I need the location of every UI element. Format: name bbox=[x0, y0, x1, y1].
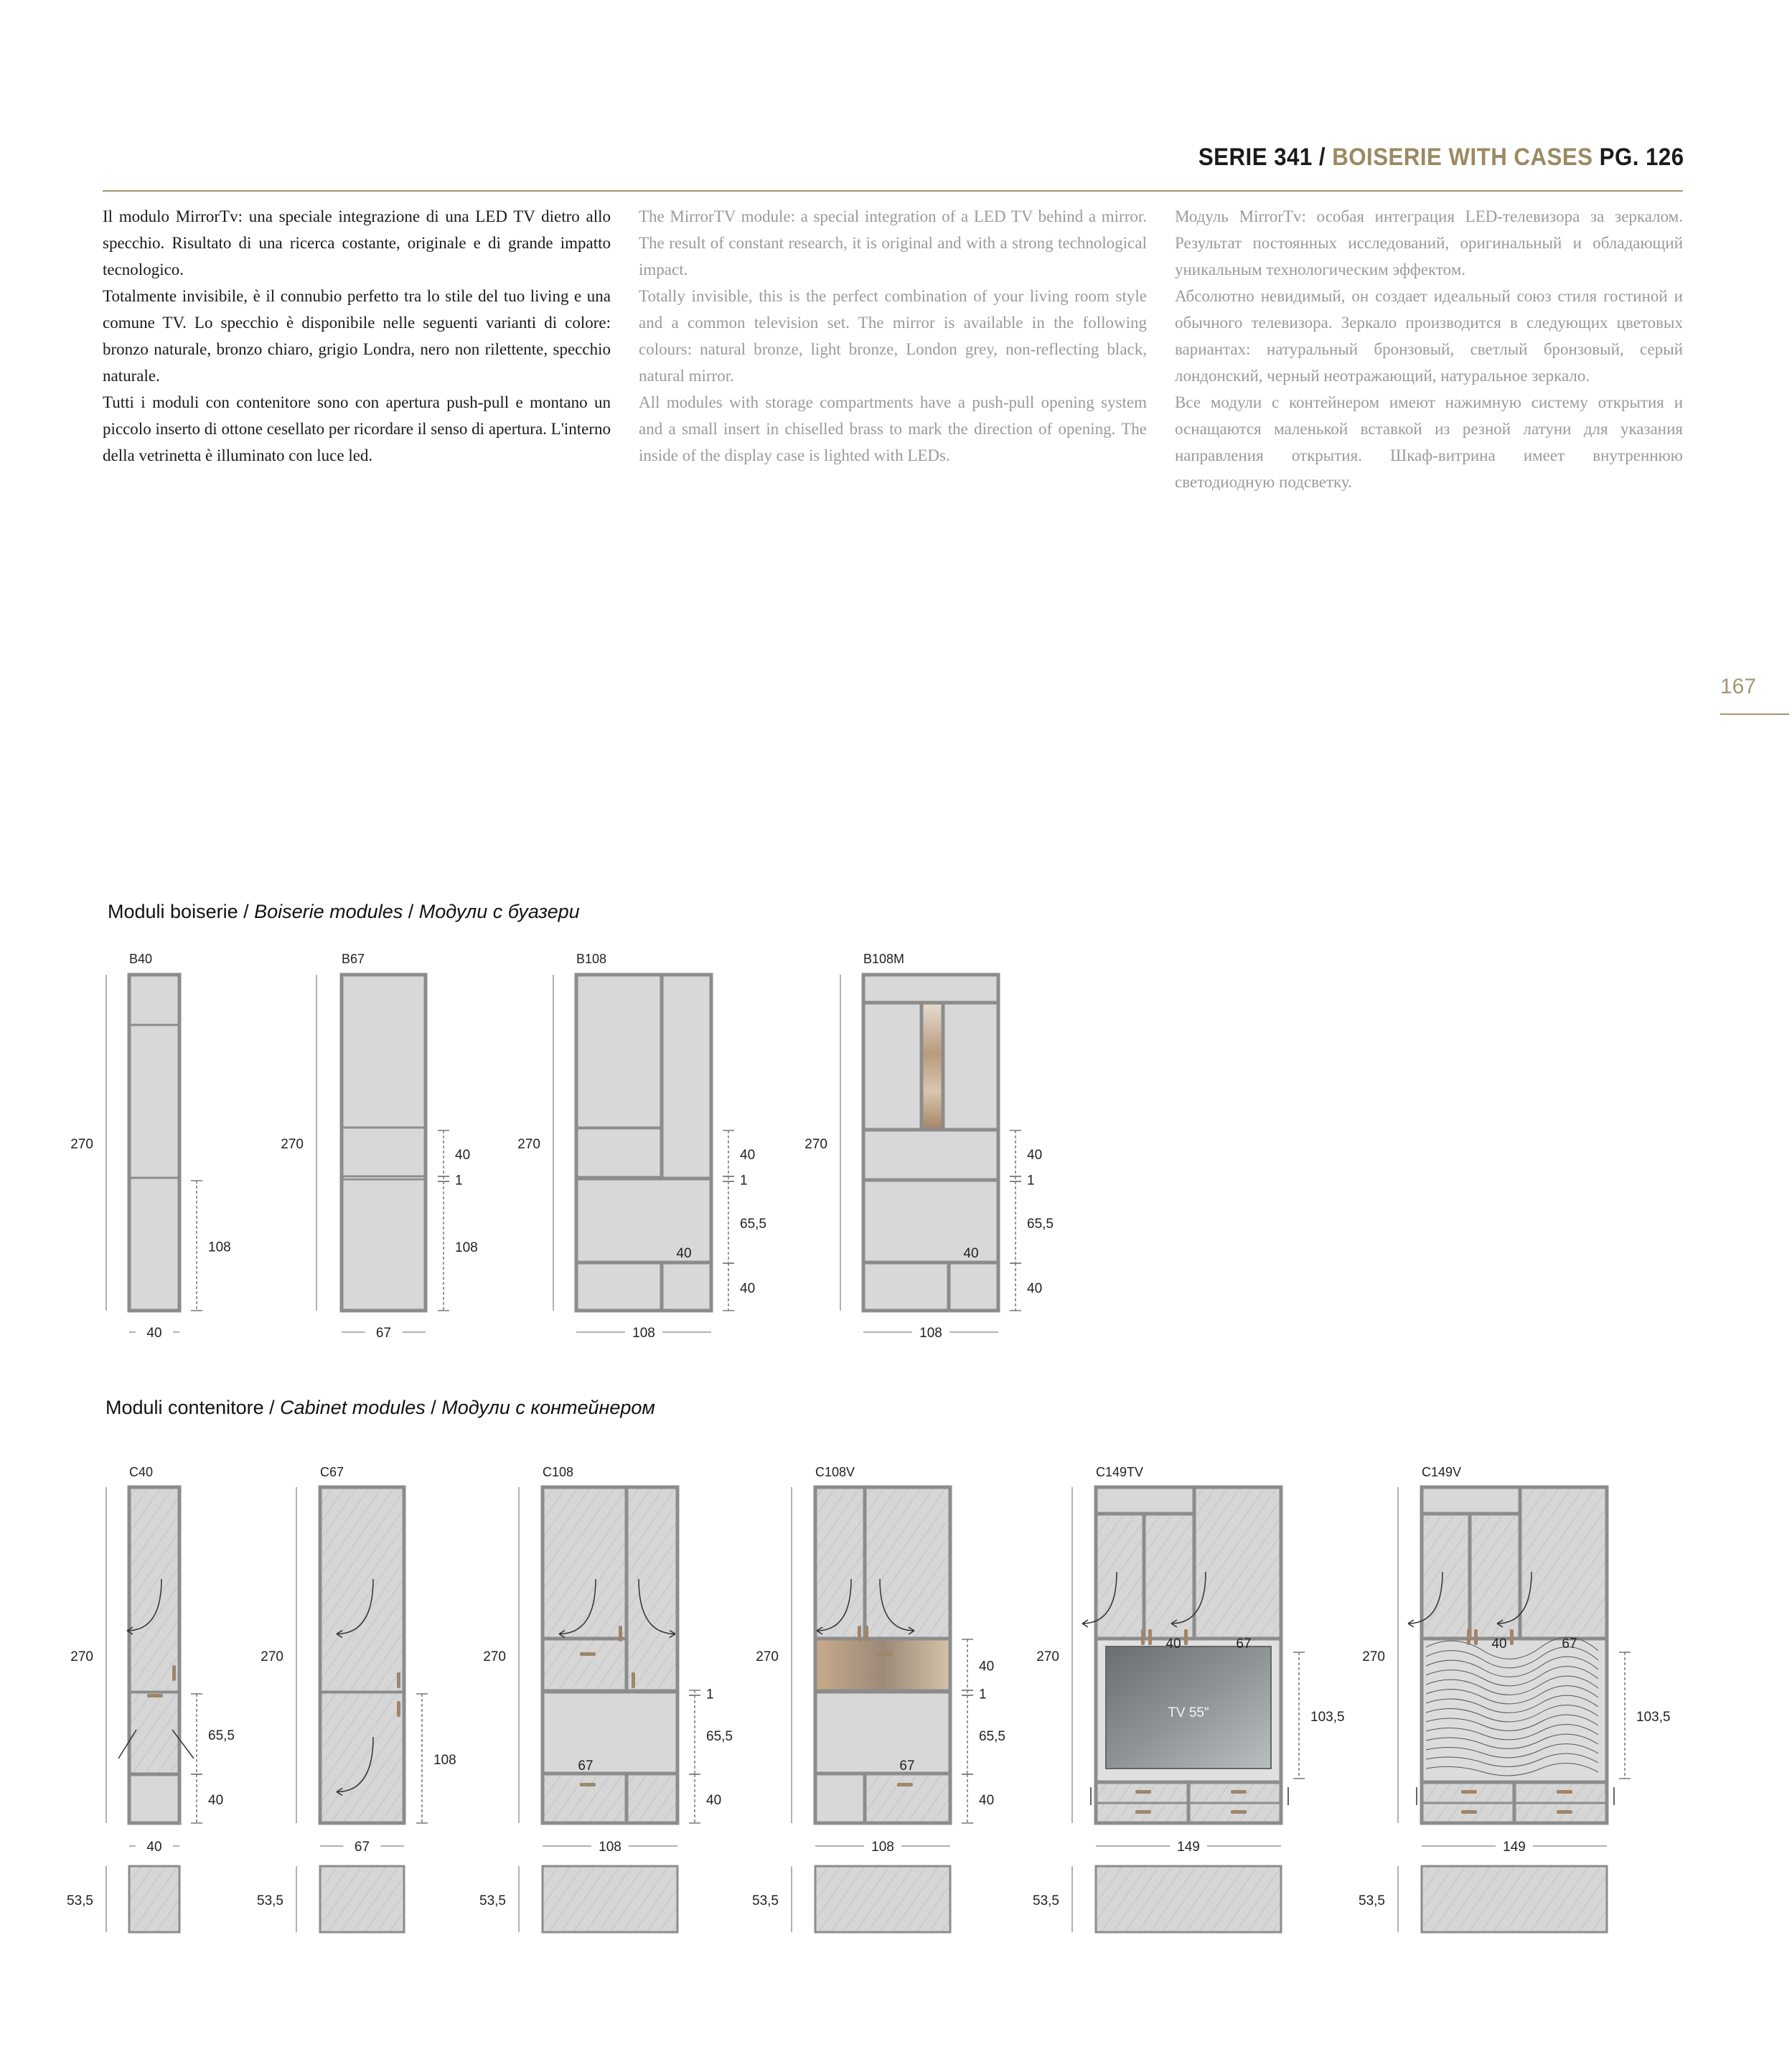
height-label: 270 bbox=[517, 1137, 540, 1152]
dimension-label: 40 bbox=[208, 1793, 224, 1808]
section-title-boiserie: Moduli boiserie / Boiserie modules / Модули с буазери bbox=[108, 901, 580, 922]
hatched-panel bbox=[1195, 1487, 1281, 1638]
paragraph: Totally invisible, this is the perfect combination of your living room style and a common television set. The mirror is available in the following colours: natural bronze, light bronze, London grey, non-reflecting black, natural mirror. bbox=[639, 287, 1147, 385]
dimension-label: 65,5 bbox=[740, 1217, 766, 1232]
brass-handle bbox=[1461, 1790, 1477, 1794]
dimension-label: 40 bbox=[706, 1793, 722, 1808]
height-label: 270 bbox=[70, 1137, 93, 1152]
dimension-label: 65,5 bbox=[706, 1729, 733, 1744]
hatched-panel bbox=[1470, 1514, 1519, 1638]
brass-handle bbox=[1474, 1629, 1478, 1645]
panel bbox=[129, 975, 179, 1025]
dimension-label: 108 bbox=[208, 1240, 231, 1255]
hatched-panel bbox=[627, 1487, 677, 1690]
paragraph: Totalmente invisibile, è il connubio perfetto tra lo stile del tuo living e una comune TV. Lo specchio è disponibile nelle seguenti varianti di colore: bronzo naturale, bronzo chiaro, grigio Londra, nero non rilettente, specchio naturale. bbox=[103, 287, 611, 385]
height-label: 270 bbox=[1036, 1649, 1059, 1664]
inner-dimension-label: 40 bbox=[1165, 1636, 1181, 1652]
bronze-mirror-panel bbox=[815, 1639, 950, 1690]
module-code: C149TV bbox=[1096, 1465, 1144, 1479]
dimension-label: 65,5 bbox=[208, 1728, 235, 1743]
height-label: 53,5 bbox=[1359, 1893, 1385, 1908]
panel bbox=[576, 1263, 661, 1311]
brass-handle bbox=[147, 1694, 163, 1697]
brass-handle bbox=[1461, 1810, 1477, 1814]
brass-handle bbox=[397, 1701, 400, 1717]
paragraph: All modules with storage compartments have a push-pull opening system and a small insert in chiselled brass to mark the direction of opening. The inside of the display case is lighted with LEDs. bbox=[639, 393, 1147, 464]
onyx-panel bbox=[922, 1003, 942, 1129]
dimension-label: 40 bbox=[1027, 1281, 1043, 1296]
header-page-ref: PG. 126 bbox=[1600, 144, 1684, 171]
panel bbox=[662, 975, 711, 1178]
dimension-label: 108 bbox=[433, 1753, 456, 1768]
panel bbox=[944, 1003, 998, 1129]
brass-handle bbox=[1184, 1629, 1188, 1645]
brass-handle bbox=[1135, 1790, 1151, 1794]
module-code: C108V bbox=[815, 1465, 855, 1479]
panel bbox=[815, 1692, 950, 1773]
inner-dimension-label: 67 bbox=[899, 1758, 915, 1774]
hatched-panel bbox=[129, 1487, 179, 1692]
width-label: 108 bbox=[599, 1840, 621, 1855]
brass-handle bbox=[865, 1626, 868, 1641]
dimension-label: 40 bbox=[740, 1281, 756, 1296]
panel bbox=[129, 1025, 179, 1178]
paragraph: Tutti i moduli con contenitore sono con apertura push-pull e montano un piccolo inserto di ottone cesellato per ricordare il senso di apertura. L'interno della vetrinetta è illuminato con luce led. bbox=[103, 393, 611, 464]
height-label: 53,5 bbox=[67, 1893, 93, 1908]
hatched-panel bbox=[1145, 1514, 1193, 1638]
height-label: 270 bbox=[483, 1649, 506, 1664]
module-code: C40 bbox=[129, 1465, 154, 1479]
inner-dimension-label: 67 bbox=[578, 1758, 594, 1774]
brass-handle bbox=[858, 1626, 861, 1641]
dimension-label: 40 bbox=[979, 1659, 995, 1674]
dimension-label: 1 bbox=[706, 1687, 714, 1702]
panel bbox=[863, 1263, 948, 1311]
dimension-label: 40 bbox=[455, 1148, 471, 1163]
inner-dimension-label: 67 bbox=[1236, 1636, 1252, 1652]
height-label: 270 bbox=[756, 1649, 779, 1664]
panel bbox=[1096, 1487, 1193, 1513]
inner-dimension-label: 40 bbox=[676, 1246, 692, 1261]
hatched-panel bbox=[865, 1487, 950, 1638]
brass-handle bbox=[1148, 1629, 1152, 1645]
plan-view-panel bbox=[815, 1866, 950, 1932]
brass-handle bbox=[619, 1626, 622, 1641]
inner-dimension-label: 40 bbox=[963, 1246, 979, 1261]
module-code: B67 bbox=[342, 952, 365, 966]
hatched-panel bbox=[129, 1692, 179, 1774]
dimension-label: 40 bbox=[979, 1793, 995, 1808]
section-title-cabinet: Moduli contenitore / Cabinet modules / Модули с контейнером bbox=[105, 1397, 655, 1418]
paragraph: The MirrorTV module: a special integration of a LED TV behind a mirror. The result of constant research, it is original and with a strong technological impact. bbox=[639, 207, 1147, 278]
brass-handle bbox=[1231, 1810, 1247, 1814]
height-label: 270 bbox=[261, 1649, 283, 1664]
panel bbox=[129, 1178, 179, 1311]
height-label: 53,5 bbox=[479, 1893, 506, 1908]
panel bbox=[576, 975, 661, 1128]
module-code: B108M bbox=[863, 952, 905, 966]
height-label: 270 bbox=[1362, 1649, 1385, 1664]
width-label: 108 bbox=[632, 1326, 655, 1341]
brass-handle bbox=[897, 1783, 913, 1786]
panel bbox=[863, 975, 998, 1002]
panel bbox=[863, 1003, 921, 1129]
inner-dimension-label: 40 bbox=[1491, 1636, 1507, 1652]
brass-handle bbox=[580, 1783, 596, 1786]
dimension-label: 1 bbox=[1027, 1173, 1035, 1189]
height-label: 270 bbox=[281, 1137, 304, 1152]
panel bbox=[543, 1692, 677, 1773]
brass-handle bbox=[1467, 1629, 1470, 1645]
panel bbox=[863, 1130, 998, 1179]
header-serie: SERIE 341 / bbox=[1198, 144, 1326, 171]
width-label: 67 bbox=[375, 1326, 392, 1341]
hatched-panel bbox=[1521, 1487, 1607, 1638]
module-code: C108 bbox=[543, 1465, 574, 1479]
dimension-label: 1 bbox=[740, 1173, 748, 1189]
plan-view-panel bbox=[543, 1866, 677, 1932]
brass-handle bbox=[172, 1665, 176, 1681]
hatched-panel bbox=[320, 1487, 404, 1692]
dimension-label: 40 bbox=[1027, 1148, 1043, 1163]
width-label: 108 bbox=[919, 1326, 942, 1341]
width-label: 108 bbox=[871, 1840, 894, 1855]
brass-handle bbox=[397, 1672, 400, 1688]
panel bbox=[342, 1179, 426, 1311]
panel bbox=[949, 1263, 998, 1311]
panel bbox=[342, 975, 426, 1128]
height-label: 53,5 bbox=[752, 1893, 779, 1908]
hatched-panel bbox=[627, 1774, 677, 1823]
module-code: B40 bbox=[129, 952, 153, 966]
dimension-label: 65,5 bbox=[1027, 1217, 1054, 1232]
plan-view-panel bbox=[1422, 1866, 1607, 1932]
dimension-label: 40 bbox=[740, 1148, 756, 1163]
panel bbox=[662, 1263, 711, 1311]
brass-handle bbox=[1510, 1629, 1514, 1645]
brass-handle bbox=[632, 1672, 635, 1688]
panel bbox=[576, 1128, 661, 1177]
height-label: 270 bbox=[804, 1137, 827, 1152]
hatched-panel bbox=[815, 1487, 864, 1638]
brass-handle bbox=[1135, 1810, 1151, 1814]
width-label: 149 bbox=[1177, 1840, 1200, 1855]
plan-view-panel bbox=[320, 1866, 404, 1932]
page-number: 167 bbox=[1720, 675, 1757, 698]
hatched-panel bbox=[543, 1774, 626, 1823]
inner-dimension-label: 67 bbox=[1562, 1636, 1577, 1652]
paragraph: Модуль MirrorTv: особая интеграция LED-телевизора за зеркалом. Результат постоянных исследований, оригинальный и обладающий уникальным технологическим эффектом. bbox=[1175, 207, 1683, 278]
dimension-label: 108 bbox=[455, 1240, 478, 1255]
panel bbox=[342, 1128, 426, 1176]
dimension-label: 103,5 bbox=[1636, 1710, 1671, 1725]
width-label: 40 bbox=[146, 1326, 162, 1341]
dimension-label: 1 bbox=[455, 1173, 463, 1189]
hatched-panel bbox=[865, 1774, 950, 1823]
dimension-label: 1 bbox=[979, 1687, 987, 1702]
paragraph: Абсолютно невидимый, он создает идеальный союз стиля гостиной и обычного телевизора. Зеркало производится в следующих цветовых вариантах: натуральный бронзовый, светлый бронзовый, серый лондонский, черный неотражающий, натуральное зеркало. bbox=[1175, 287, 1683, 385]
width-label: 67 bbox=[354, 1840, 370, 1855]
width-label: 149 bbox=[1503, 1840, 1526, 1855]
paragraph: Il modulo MirrorTv: una speciale integrazione di una LED TV dietro allo specchio. Risultato di una ricerca costante, originale e di grande impatto tecnologico. bbox=[103, 207, 611, 278]
panel bbox=[815, 1774, 864, 1823]
module-code: C149V bbox=[1422, 1465, 1462, 1479]
glass-display-panel bbox=[1422, 1639, 1607, 1781]
brass-handle bbox=[877, 1652, 893, 1656]
height-label: 270 bbox=[70, 1649, 93, 1664]
module-code: B108 bbox=[576, 952, 607, 966]
panel bbox=[1422, 1487, 1519, 1513]
header-title: BOISERIE WITH CASES bbox=[1332, 144, 1593, 171]
panel bbox=[129, 1775, 179, 1823]
tv-label: TV 55" bbox=[1168, 1705, 1209, 1720]
hatched-panel bbox=[543, 1487, 626, 1638]
brass-handle bbox=[1141, 1629, 1145, 1645]
hatched-panel bbox=[320, 1692, 404, 1823]
height-label: 53,5 bbox=[257, 1893, 283, 1908]
hatched-panel bbox=[1096, 1514, 1143, 1638]
dimension-label: 103,5 bbox=[1310, 1710, 1345, 1725]
width-label: 40 bbox=[146, 1840, 162, 1855]
dimension-label: 65,5 bbox=[979, 1729, 1005, 1744]
height-label: 53,5 bbox=[1033, 1893, 1059, 1908]
paragraph: Все модули с контейнером имеют нажимную систему открытия и оснащаются маленькой вставкой из резной латуни для указания направления открытия. Шкаф-витрина имеет внутреннюю светодиодную подсветку. bbox=[1175, 393, 1683, 491]
brass-handle bbox=[1557, 1790, 1572, 1794]
brass-handle bbox=[1557, 1810, 1572, 1814]
brass-handle bbox=[580, 1652, 596, 1656]
module-code: C67 bbox=[320, 1465, 344, 1479]
hatched-panel bbox=[543, 1639, 626, 1690]
hatched-panel bbox=[1422, 1514, 1469, 1638]
brass-handle bbox=[1231, 1790, 1247, 1794]
plan-view-panel bbox=[1096, 1866, 1281, 1932]
plan-view-panel bbox=[129, 1866, 179, 1932]
